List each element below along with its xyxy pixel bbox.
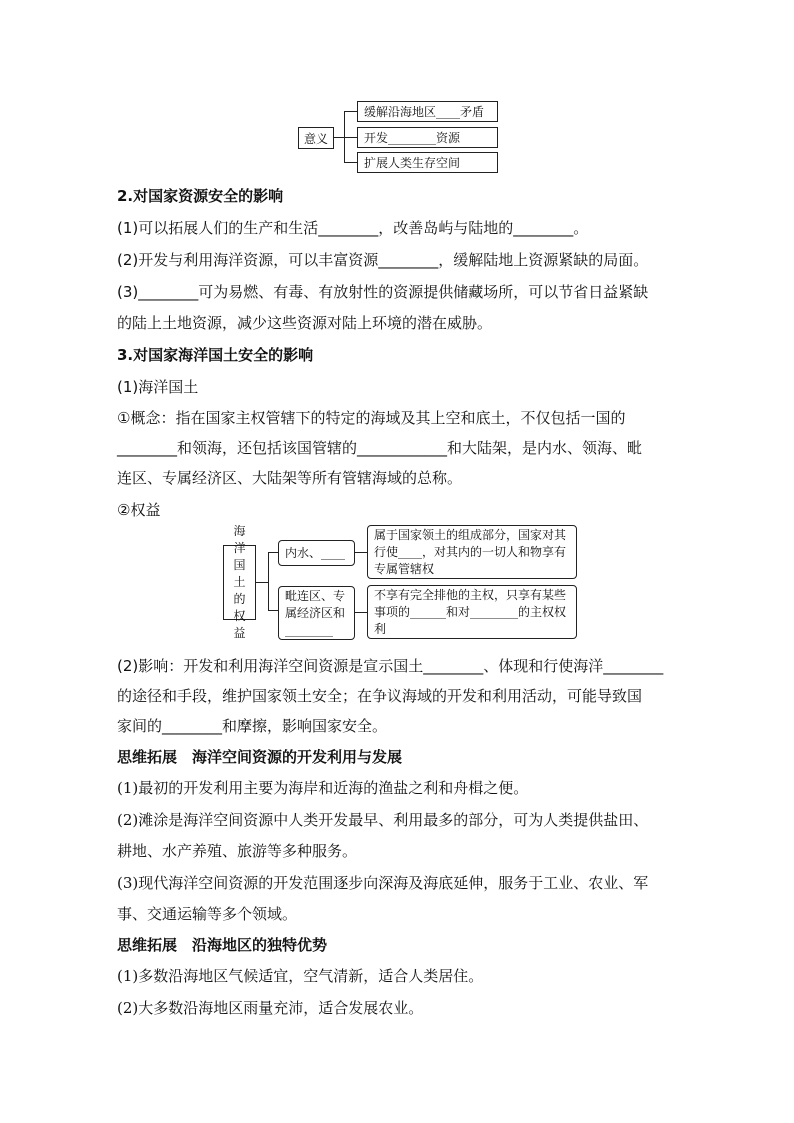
- diagram2-root: 海洋国土的权益: [223, 545, 256, 620]
- diagram2-connector: [355, 612, 367, 613]
- paragraph: 耕地、水产养殖、旅游等多种服务。: [117, 842, 358, 860]
- paragraph: (1)可以拓展人们的生产和生活________，改善岛屿与陆地的________。: [117, 219, 589, 237]
- diagram1-connector: [344, 111, 357, 112]
- extension-heading: 思维拓展 沿海地区的独特优势: [117, 936, 328, 954]
- paragraph: (2)大多数沿海地区雨量充沛，适合发展农业。: [117, 999, 424, 1017]
- diagram2-mid-item: 毗连区、专属经济区和________: [278, 586, 355, 640]
- extension-heading: 思维拓展 海洋空间资源的开发利用与发展: [117, 748, 403, 766]
- diagram2-connector: [268, 552, 278, 553]
- diagram1-item: 开发________资源: [357, 127, 498, 148]
- diagram1-connector: [344, 137, 357, 138]
- diagram2-right-item: 不享有完全排他的主权，只享有某些事项的______和对________的主权权利: [367, 585, 577, 639]
- diagram2-connector: [268, 610, 278, 611]
- diagram2-connector: [355, 552, 367, 553]
- diagram2-connector: [268, 552, 269, 610]
- paragraph: 事、交通运输等多个领域。: [117, 905, 298, 923]
- diagram1-item: 缓解沿海地区____矛盾: [357, 101, 498, 122]
- subheading: (1)海洋国土: [117, 378, 199, 396]
- paragraph: (1)多数沿海地区气候适宜，空气清新，适合人类居住。: [117, 967, 484, 985]
- diagram1-connector: [334, 137, 344, 138]
- diagram1-root: 意义: [298, 127, 334, 149]
- section-heading-3: 3.对国家海洋国土安全的影响: [117, 346, 314, 364]
- paragraph: ________和领海，还包括该国管辖的____________和大陆架，是内水、领海、毗: [117, 439, 643, 457]
- paragraph: (2)滩涂是海洋空间资源中人类开发最早、利用最多的部分，可为人类提供盐田、: [117, 811, 649, 829]
- paragraph: (2)影响：开发和利用海洋空间资源是宣示国土________、体现和行使海洋________: [117, 657, 664, 675]
- paragraph: (3)________可为易燃、有毒、有放射性的资源提供储藏场所，可以节省日益紧缺: [117, 283, 649, 301]
- diagram2-right-item: 属于国家领土的组成部分，国家对其行使____，对其内的一切人和物享有专属管辖权: [367, 525, 577, 579]
- paragraph: 的途径和手段，维护国家领土安全；在争议海域的开发和利用活动，可能导致国: [117, 687, 643, 705]
- section-heading-2: 2.对国家资源安全的影响: [117, 187, 284, 205]
- paragraph: (3)现代海洋空间资源的开发范围逐步向深海及海底延伸，服务于工业、农业、军: [117, 874, 649, 892]
- paragraph: (2)开发与利用海洋资源，可以丰富资源________，缓解陆地上资源紧缺的局面。: [117, 251, 649, 269]
- diagram2-mid-item: 内水、____: [278, 540, 355, 566]
- paragraph: ①概念：指在国家主权管辖下的特定的海域及其上空和底土，不仅包括一国的: [117, 409, 626, 427]
- subheading: ②权益: [117, 501, 161, 519]
- diagram2-connector: [256, 582, 268, 583]
- paragraph: 连区、专属经济区、大陆架等所有管辖海域的总称。: [117, 469, 463, 487]
- paragraph: (1)最初的开发利用主要为海岸和近海的渔盐之利和舟楫之便。: [117, 779, 529, 797]
- diagram1-item: 扩展人类生存空间: [357, 152, 498, 173]
- paragraph: 的陆上土地资源，减少这些资源对陆上环境的潜在威胁。: [117, 314, 493, 332]
- paragraph: 家间的________和摩擦，影响国家安全。: [117, 717, 388, 735]
- diagram1-connector: [344, 162, 357, 163]
